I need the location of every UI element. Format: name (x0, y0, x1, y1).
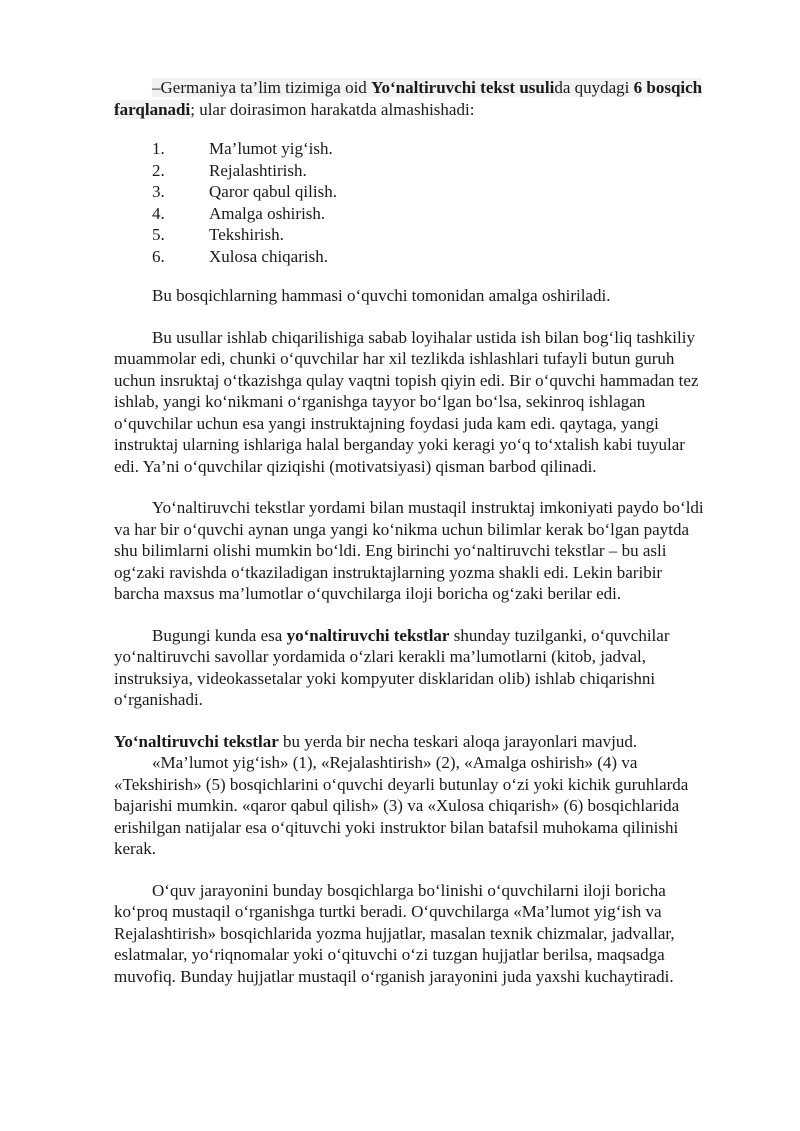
list-item (114, 181, 710, 203)
reasons-paragraph: Bu usullar ishlab chiqarilishiga sabab loyihalar ustida ish bilan bog‘liq tashkiliy muammolar edi, chunki o‘quvchilar har xil tezlikda ishlashlari tufayli butun guruh uchun insruktaj o‘tkazishga qulay vaqtni topish qiyin edi. Bir o‘quvchi hammadan tez ishlab, yangi ko‘nikmani o‘rganishga tayyor bo‘lgan bo‘lsa, sekinroq ishlagan o‘quvchilar uchun esa yangi instruktajning foydasi juda kam edi. qaytaga, yangi instruktaj ularning ishlariga halal berganday yoki keragi yo‘q to‘xtalish kabi tuyular edi. Ya’ni o‘quvchilar qiziqishi (motivatsiyasi) qisman barbod qilinadi. (114, 327, 699, 476)
feedback-heading-line (114, 731, 710, 753)
guided-texts-paragraph: Yo‘naltiruvchi tekstlar yordami bilan mustaqil instruktaj imkoniyati paydo bo‘ldi va har bir o‘quvchi aynan unga yangi ko‘nikma uchun bilimlar kerak bo‘lgan paytda shu bilimlarni olishi mumkin bo‘ldi. Eng birinchi yo‘naltiruvchi tekstlar – bu asli og‘zaki ravishda o‘tkaziladigan instruktajlarning yozma shakli edi. Lekin baribir barcha maxsus ma’lumotlar o‘quvchilarga iloji boricha og‘zaki berilar edi. (114, 498, 704, 603)
today-text-2: shunday tuzilganki, o‘quvchilar yo‘naltiruvchi savollar yordamida o‘zlari kerakli ma’lumotlarni (kitob, jadval, instruksiya, videokassetalar yoki kompyuter disklaridan olib) ishlab chiqarishni o‘rganishadi. (114, 625, 670, 709)
list-item-text: Ma’lumot yig‘ish. (209, 139, 333, 158)
all-steps-paragraph: Bu bosqichlarning hammasi o‘quvchi tomonidan amalga oshiriladi. (152, 286, 611, 305)
intro-bold-stages: 6 bosqich farqlanadi (114, 78, 703, 119)
list-item (114, 138, 710, 160)
list-item-number: 6. (152, 246, 165, 266)
list-item-number: 5. (152, 225, 165, 244)
list-item-text: Rejalashtirish. (209, 160, 307, 180)
intro-paragraph (114, 77, 710, 120)
list-item (114, 203, 710, 225)
list-item-text: Tekshirish. (209, 225, 284, 244)
today-text-1: Bugungi kunda esa (152, 625, 287, 645)
feedback-section (114, 731, 710, 860)
stages-list (114, 138, 710, 267)
list-item-text: Xulosa chiqarish. (209, 246, 328, 266)
list-item-number: 2. (152, 160, 165, 180)
intro-bold-method: Yo‘naltiruvchi tekst usuli (371, 78, 555, 97)
feedback-text-1: bu yerda bir necha teskari aloqa jarayonlari mavjud. (278, 731, 638, 751)
list-item (114, 224, 710, 246)
list-item (114, 160, 710, 182)
division-paragraph: O‘quv jarayonini bunday bosqichlarga bo‘linishi o‘quvchilarni iloji boricha ko‘proq mustaqil o‘rganishga turtki beradi. O‘quvchilarga «Ma’lumot yig‘ish va Rejalashtirish» bosqichlarida yozma hujjatlar, masalan texnik chizmalar, jadvallar, eslatmalar, yo‘riqnomalar yoki o‘qituvchi o‘zi tuzgan hujjatlar berilsa, maqsadga muvofiq. Bunday hujjatlar mustaqil o‘rganish jarayonini juda yaxshi kuchaytiradi. (114, 880, 675, 986)
today-paragraph (114, 625, 710, 711)
intro-text-1: –Germaniya ta’lim tizimiga oid (152, 78, 372, 97)
feedback-bold-term: Yo‘naltiruvchi tekstlar (114, 731, 279, 751)
list-item-number: 4. (152, 203, 165, 223)
intro-text-3: ; ular doirasimon harakatda almashishadi: (190, 99, 475, 119)
intro-text-2: da quydagi (554, 78, 634, 97)
list-item (114, 246, 710, 268)
document-body (114, 77, 710, 987)
list-item-text: Amalga oshirish. (209, 203, 326, 223)
list-item-number: 3. (152, 182, 165, 201)
today-bold-term: yo‘naltiruvchi tekstlar (286, 625, 450, 645)
feedback-paragraph: «Ma’lumot yig‘ish» (1), «Rejalashtirish» (2), «Amalga oshirish» (4) va «Tekshirish» (5) bosqichlarini o‘quvchi deyarli butunlay o‘zi yoki kichik guruhlarda bajarishi mumkin. «qaror qabul qilish» (3) va «Xulosa chiqarish» (6) bosqichlarida erishilgan natijalar esa o‘qituvchi yoki instruktor bilan batafsil muhokama qilinishi kerak. (114, 753, 689, 858)
list-item-number: 1. (152, 139, 165, 158)
list-item-text: Qaror qabul qilish. (209, 182, 337, 201)
